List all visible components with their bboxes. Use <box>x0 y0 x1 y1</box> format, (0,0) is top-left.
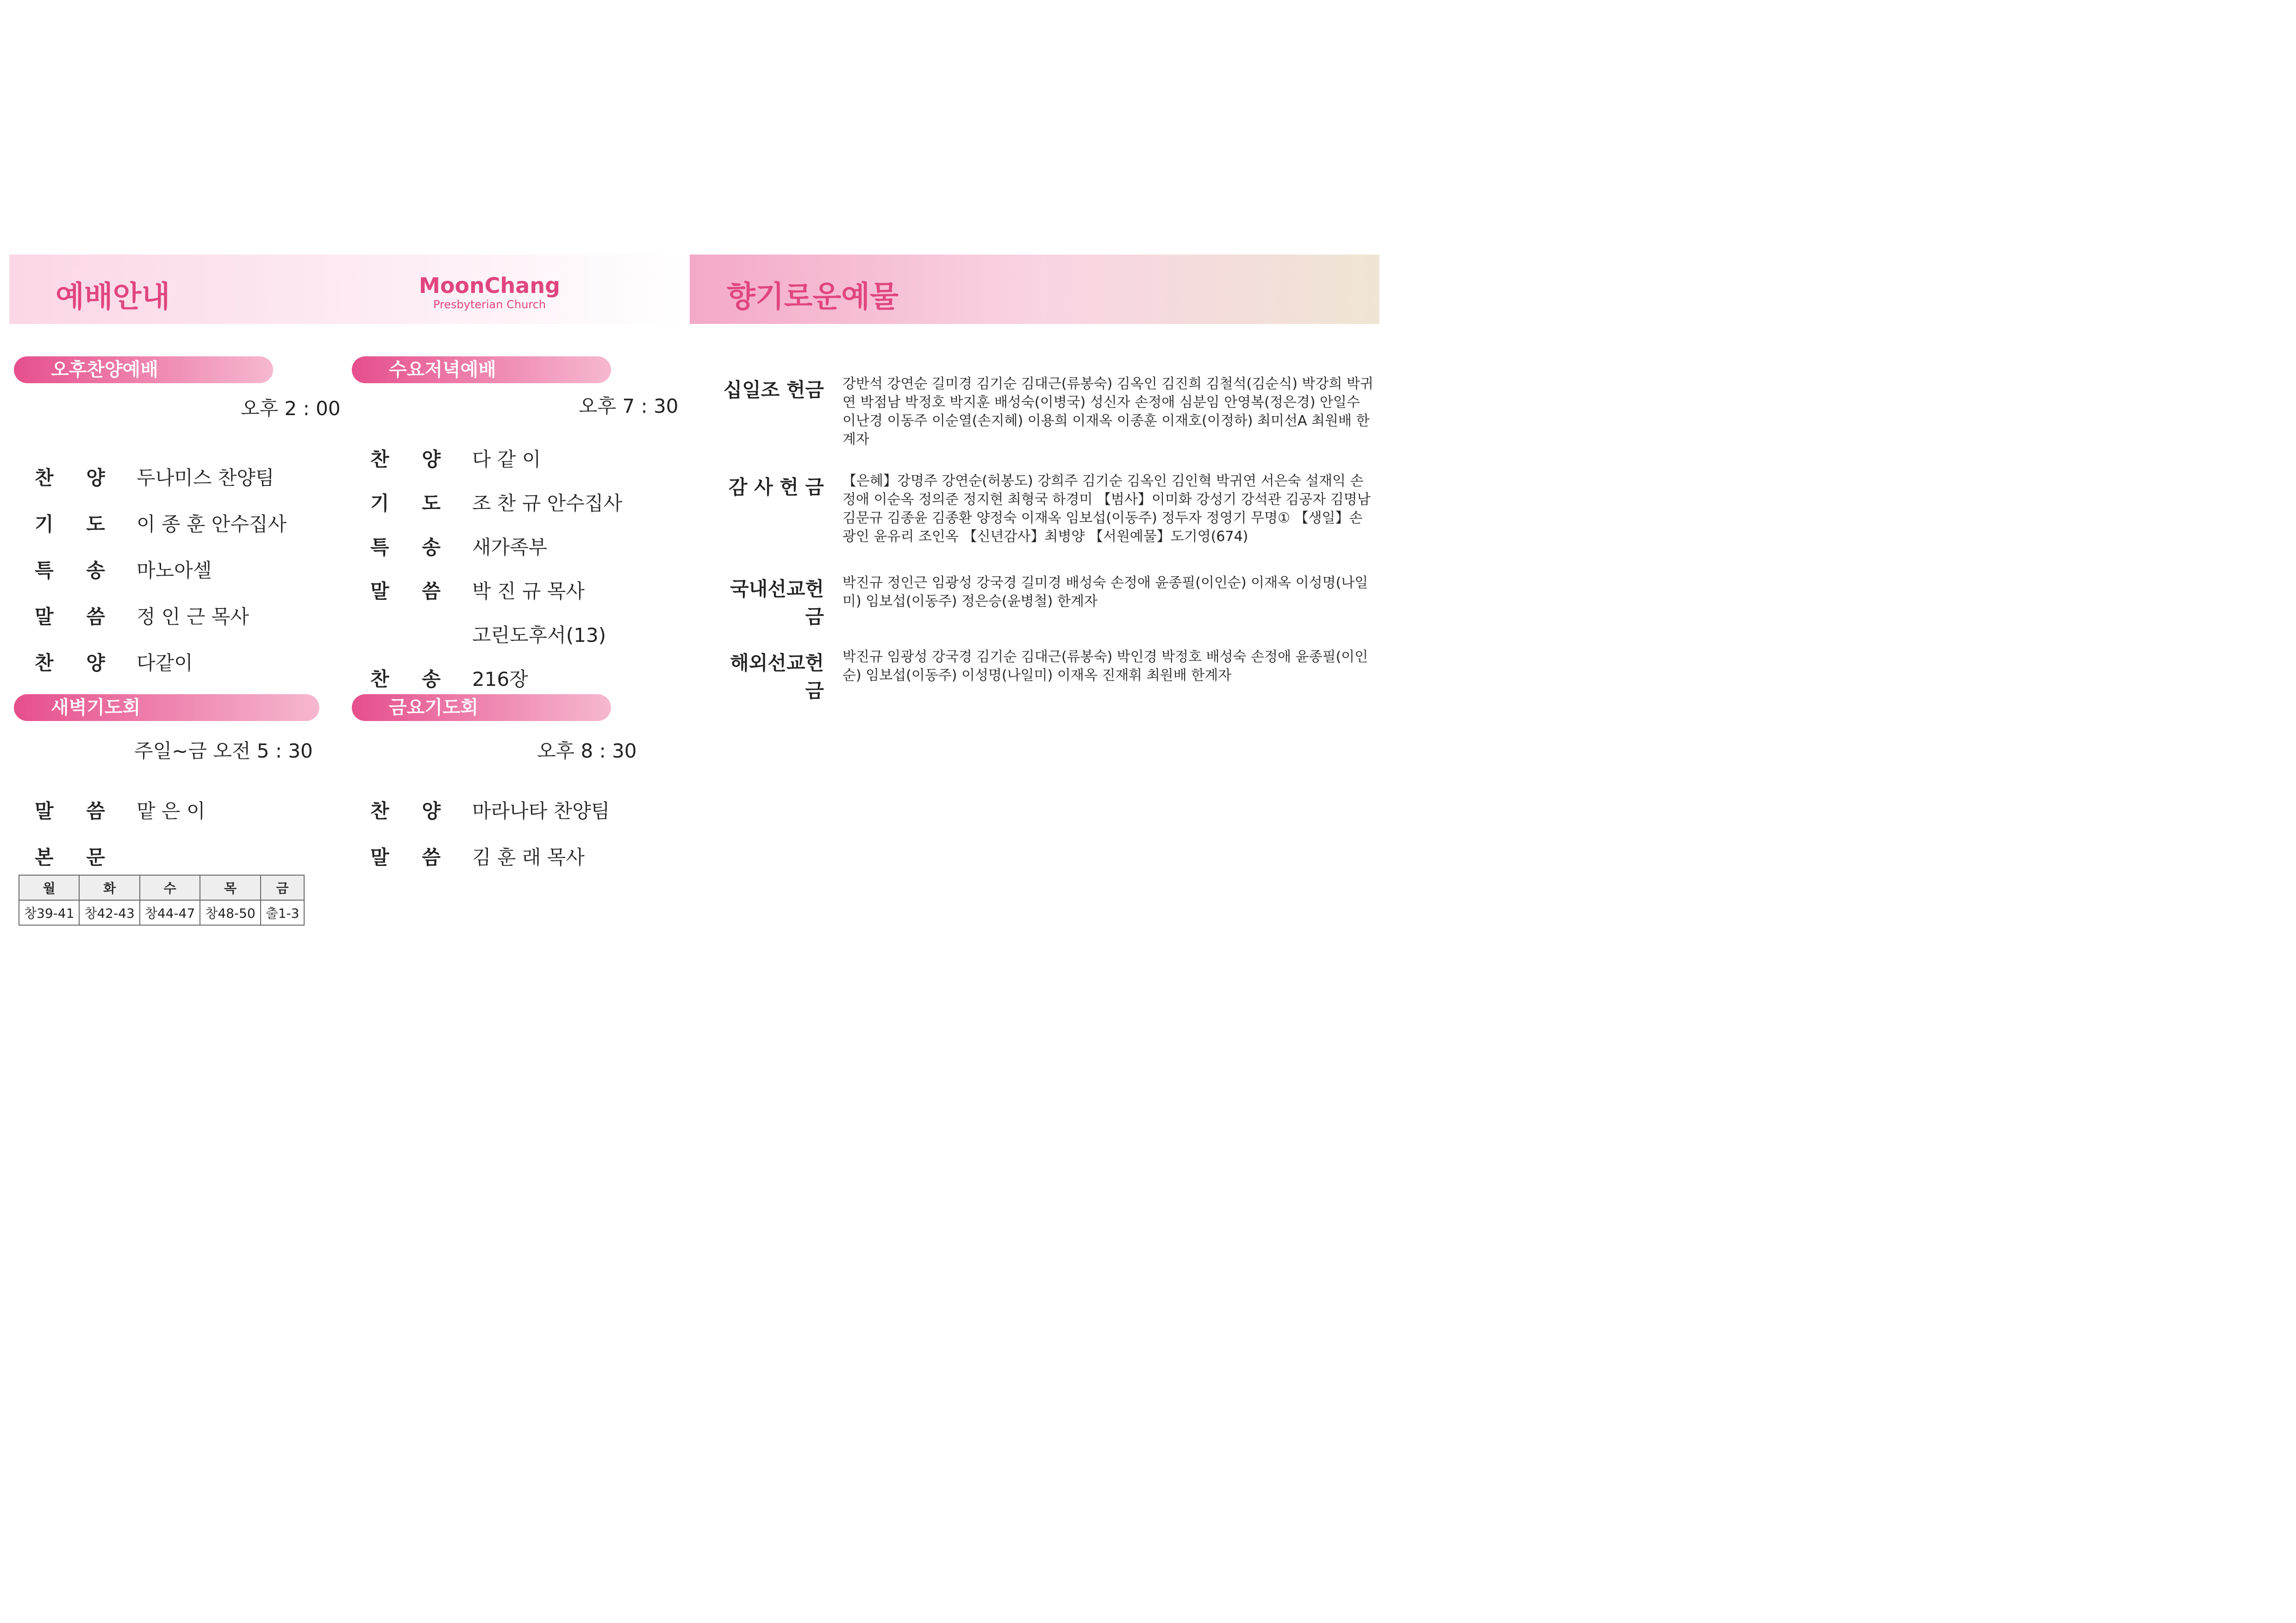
order-label: 말 씀 <box>370 580 454 603</box>
offerings-panel <box>690 255 1379 1407</box>
offering-type: 해외선교헌금 <box>730 652 824 702</box>
panel-header <box>690 255 1379 324</box>
order-value: 마노아셀 <box>137 559 212 582</box>
order-row <box>35 555 212 583</box>
order-row <box>370 444 541 472</box>
dawn-reading-table <box>19 875 305 926</box>
order-row <box>35 842 137 870</box>
order-value: 다 같 이 <box>472 448 541 471</box>
order-row <box>370 796 610 824</box>
order-row <box>35 796 205 824</box>
reading-cell: 출1-3 <box>261 900 305 925</box>
order-row <box>35 463 274 491</box>
order-label: 찬 양 <box>35 652 118 674</box>
weekday-cell: 목 <box>200 875 260 900</box>
weekday-cell: 금 <box>261 875 305 900</box>
order-label: 본 문 <box>35 846 118 869</box>
reading-cell: 창42-43 <box>79 900 139 925</box>
offering-type: 십일조 헌금 <box>723 379 824 401</box>
order-value: 새가족부 <box>472 536 548 559</box>
order-row <box>370 664 528 692</box>
order-label: 찬 양 <box>35 466 118 489</box>
panel-title: 예배안내 <box>56 280 170 314</box>
offering-donors: 박진규 임광성 강국경 김기순 김대근(류봉숙) 박인경 박정호 배성숙 손정애 윤종필(이인순) 임보섭(이동주) 이성명(나일미) 이재옥 진재휘 최원배 한계자 <box>842 649 1368 684</box>
worship-info-panel <box>9 255 690 1407</box>
order-value: 다같이 <box>137 652 193 674</box>
order-label: 특 송 <box>370 536 454 559</box>
offering-type: 감 사 헌 금 <box>728 476 824 498</box>
order-value: 두나미스 찬양팀 <box>137 466 275 489</box>
wednesday-worship-label: 수요저녁예배 <box>352 356 611 383</box>
order-row <box>370 576 585 604</box>
reading-cell: 창39-41 <box>19 900 79 925</box>
weekday-cell: 월 <box>19 875 79 900</box>
order-value: 마라나타 찬양팀 <box>472 800 610 822</box>
friday-prayer-time: 오후 8 : 30 <box>537 740 637 762</box>
offering-donors: 【은혜】강명주 강연순(허봉도) 강희주 김기순 김옥인 김인혁 박귀연 서은숙 설재익 손정애 이순옥 정의준 정지현 최형국 하경미 【범사】이미화 강성기 강석관 김공자 김명남 김문규 김종윤 김종환 양정숙 이재옥 임보섭(이동주) 정두자 정영기 무명① 【생일】손광인 윤유리 조인옥 【신년감사】최병양 【서원예물】도기영(674) <box>842 473 1371 545</box>
afternoon-worship-time: 오후 2 : 00 <box>241 397 341 420</box>
order-label: 말 씀 <box>35 800 118 822</box>
wednesday-worship-time: 오후 7 : 30 <box>579 395 679 417</box>
weekday-cell: 화 <box>79 875 139 900</box>
order-label: 찬 송 <box>370 668 454 690</box>
offering-donors: 강반석 강연순 길미경 김기순 김대근(류봉숙) 김옥인 김진희 김철석(김순식) 박강희 박귀연 박점남 박정호 박지훈 배성숙(이병국) 성신자 손정애 심분임 안영복(정은경) 안일수 이난경 이동주 이순열(손지혜) 이용희 이재옥 이종훈 이재호(이정하) 최미선A 최원배 한계자 <box>842 376 1373 448</box>
dawn-prayer-label: 새벽기도회 <box>14 694 319 721</box>
order-value: 김 훈 래 목사 <box>472 846 585 869</box>
order-row <box>370 532 547 560</box>
order-row <box>35 602 249 629</box>
order-label: 특 송 <box>35 559 118 582</box>
reading-cell: 창48-50 <box>200 900 260 925</box>
panel-title: 향기로운예물 <box>727 280 898 314</box>
order-label: 찬 양 <box>370 448 454 471</box>
friday-prayer-label: 금요기도회 <box>352 694 611 721</box>
order-value: 216장 <box>472 668 528 690</box>
order-row <box>370 842 585 870</box>
order-value: 이 종 훈 안수집사 <box>137 513 287 535</box>
order-value: 고린도후서(13) <box>472 624 606 647</box>
order-value: 조 찬 규 안수집사 <box>472 492 623 515</box>
dawn-prayer-time: 주일~금 오전 5 : 30 <box>134 740 313 762</box>
offering-donors: 박진규 정인근 임광성 강국경 길미경 배성숙 손정애 윤종필(이인순) 이재옥 이성명(나일미) 임보섭(이동주) 정은승(윤병철) 한계자 <box>842 575 1368 609</box>
order-row <box>370 620 606 648</box>
order-value: 맡 은 이 <box>137 800 206 822</box>
afternoon-worship-label: 오후찬양예배 <box>14 356 273 383</box>
order-label: 말 씀 <box>35 605 118 628</box>
order-row <box>370 488 622 516</box>
order-label: 말 씀 <box>370 846 454 869</box>
order-row <box>35 509 287 537</box>
church-logo: MoonChang Presbyterian Church <box>419 273 560 311</box>
order-label: 기 도 <box>35 513 118 535</box>
order-label: 찬 양 <box>370 800 454 822</box>
weekday-cell: 수 <box>140 875 200 900</box>
order-row <box>35 648 193 676</box>
order-value: 박 진 규 목사 <box>472 580 585 603</box>
reading-cell: 창44-47 <box>140 900 200 925</box>
order-value: 정 인 근 목사 <box>137 605 249 628</box>
offering-type: 국내선교헌금 <box>730 578 824 628</box>
panel-header <box>9 255 690 324</box>
order-label: 기 도 <box>370 492 454 515</box>
